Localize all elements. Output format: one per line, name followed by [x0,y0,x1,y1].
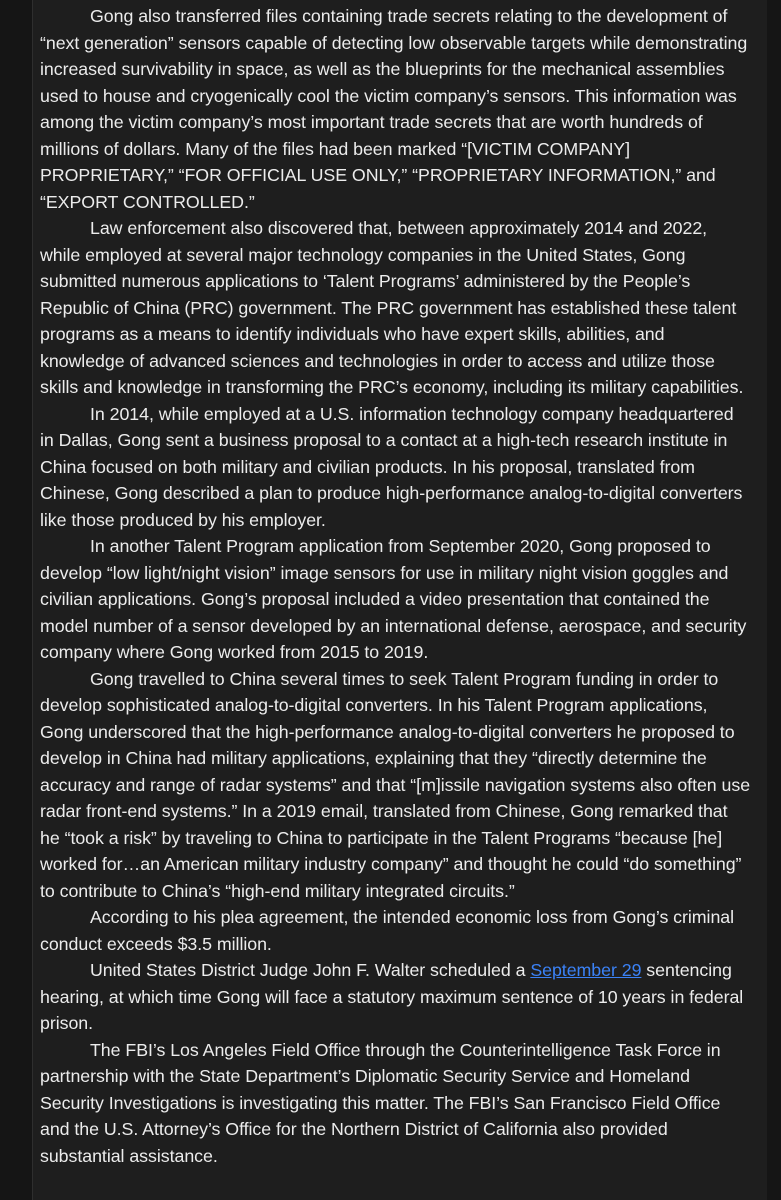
left-page-margin [0,0,33,1200]
paragraph-2020-application: In another Talent Program application from September 2020, Gong proposed to develop “low light/night vision” image sensors for use in military night vision goggles and civilian applications. Gong’s proposal included a video presentation that contained the model number of a sensor developed by an international defense, aerospace, and security company where Gong worked from 2015 to 2019. [40,536,747,662]
paragraph-trade-secrets: Gong also transferred files containing trade secrets relating to the development of “next generation” sensors capable of detecting low observable targets while demonstrating increased survivability in space, as well as the blueprints for the mechanical assemblies used to house and cryogenically cool the victim company’s sensors. This information was among the victim company’s most important trade secrets that are worth hundreds of millions of dollars. Many of the files had been marked “[VICTIM COMPANY] PROPRIETARY,” “FOR OFFICIAL USE ONLY,” “PROPRIETARY INFORMATION,” and “EXPORT CONTROLLED.” [40,6,748,212]
paragraph-plea-agreement: According to his plea agreement, the intended economic loss from Gong’s criminal conduct exceeds $3.5 million. [40,907,735,954]
paragraph-investigation: The FBI’s Los Angeles Field Office through the Counterintelligence Task Force in partnership with the State Department’s Diplomatic Security Service and Homeland Security Investigations is investigating this matter. The FBI’s San Francisco Field Office and the U.S. Attorney’s Office for the Northern District of California also provided substantial assistance. [40,1039,721,1166]
paragraph-2014-proposal: In 2014, while employed at a U.S. information technology company headquartered in Dallas, Gong sent a business proposal to a contact at a high-tech research institute in China focused on both military and civilian products. In his proposal, translated from Chinese, Gong described a plan to produce high-performance analog-to-digital converters like those produced by his employer. [40,403,743,530]
paragraph-talent-programs: Law enforcement also discovered that, between approximately 2014 and 2022, while employed at several major technology companies in the United States, Gong submitted numerous applications to ‘Talent Programs’ administered by the People’s Republic of China (PRC) government. The PRC government has established these talent programs as a means to identify individuals who have expert skills, abilities, and knowledge of advanced sciences and technologies in order to access and utilize those skills and knowledge in transforming the PRC’s economy, including its military capabilities. [40,218,744,397]
sentencing-text-after: sentencing hearing, at which time Gong will face a statutory maximum sentence of 10 years in federal prison. [40,960,744,1033]
paragraph-china-travel: Gong travelled to China several times to seek Talent Program funding in order to develop sophisticated analog-to-digital converters. In his Talent Program applications, Gong underscored that the high-performance analog-to-digital converters he proposed to develop in China had military applications, explaining that they “directly determine the accuracy and range of radar systems” and that “[m]issile navigation systems also often use radar front-end systems.” In a 2019 email, translated from Chinese, Gong remarked that he “took a risk” by traveling to China to participate in the Talent Programs “because [he] worked for…an American military industry company” and thought he could “do something” to contribute to China’s “high-end military integrated circuits.” [40,668,751,901]
paragraph-sentencing [40,957,752,1037]
right-page-margin [767,0,781,1200]
sentencing-text-before: United States District Judge John F. Walter scheduled a [90,960,531,980]
article-body [40,3,752,1169]
sentencing-date-link[interactable]: September 29 [530,960,642,980]
